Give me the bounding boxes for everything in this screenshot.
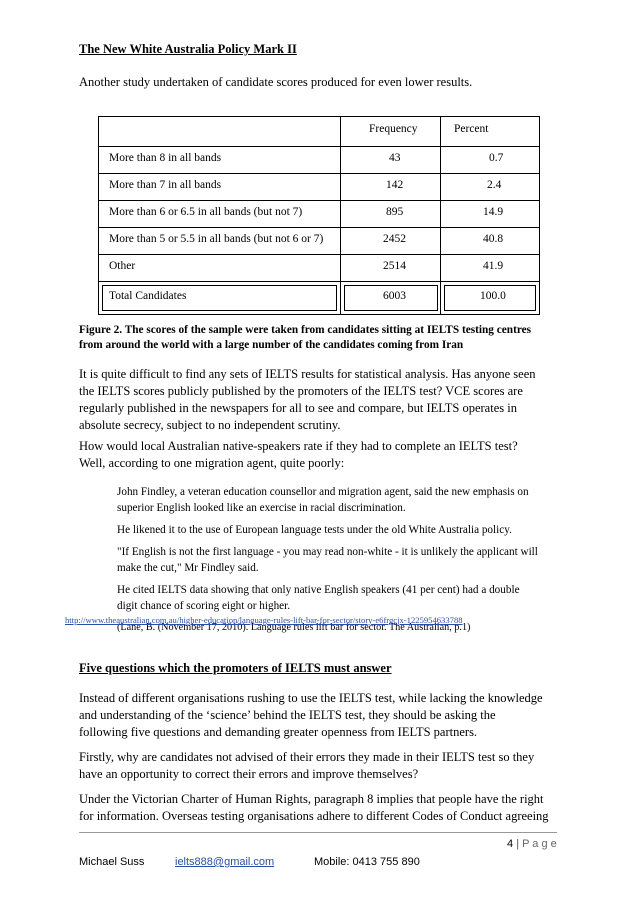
column-header-percent: Percent xyxy=(454,123,489,135)
column-header-frequency: Frequency xyxy=(369,123,418,135)
footer-email-link[interactable]: ielts888@gmail.com xyxy=(175,856,275,868)
quote-block: John Findley, a veteran education counsellor and migration agent, said the new emphasis on superior English looked like an exercise in racial discrimination. He likened it to the use of European language tests under the old White Australia policy. "If English is not the first language - you may read non-white - it is unlikely the applicant will make the cut," Mr Findley said. He cited IELTS data showing that only native English speakers (41 per cent) had a double digit chance of scoring eight or higher. (Lane, B. (November 17, 2010). Language rules lift bar for sector. The Australian, p.1) xyxy=(117,484,538,636)
row-frequency: 2514 xyxy=(383,260,406,272)
row-frequency: 2452 xyxy=(383,233,406,245)
citation: (Lane, B. (November 17, 2010). Language rules lift bar for sector. The Australian, p.1) xyxy=(117,622,471,633)
row-percent: 41.9 xyxy=(483,260,504,272)
footer-mobile: Mobile: 0413 755 890 xyxy=(314,856,420,868)
row-label: More than 7 in all bands xyxy=(109,179,222,191)
table-row xyxy=(99,173,539,201)
scores-table xyxy=(98,116,540,315)
row-frequency: 895 xyxy=(386,206,404,218)
table-row xyxy=(99,254,539,282)
row-percent: 2.4 xyxy=(487,179,502,191)
page-number: 4 | P a g e xyxy=(507,838,557,850)
source-link[interactable]: http://www.theaustralian.com.au/higher-education/language-rules-lift-bar-for-sector/story-e6frgcjx-1225954633788 xyxy=(65,615,463,625)
figure-caption: Figure 2. The scores of the sample were taken from candidates sitting at IELTS testing centres from around the world with a large number of the candidates coming from Iran xyxy=(79,324,532,351)
row-label: Total Candidates xyxy=(109,290,187,302)
paragraph-native-speakers: How would local Australian native-speakers rate if they had to complete an IELTS test? Well, according to one migration agent, quite poorly: xyxy=(79,439,518,470)
row-percent: 14.9 xyxy=(483,206,504,218)
table-row-total xyxy=(99,281,539,314)
row-frequency: 6003 xyxy=(383,290,406,302)
document-title: The New White Australia Policy Mark II xyxy=(79,42,297,56)
table-row xyxy=(99,200,539,228)
footer-divider xyxy=(79,832,557,833)
section-heading: Five questions which the promoters of IELTS must answer xyxy=(79,661,392,675)
row-frequency: 142 xyxy=(386,179,404,191)
paragraph-charter: Under the Victorian Charter of Human Rights, paragraph 8 implies that people have the right for information. Overseas testing organisations adhere to different Codes of Conduct agreeing xyxy=(79,792,549,823)
footer-author: Michael Suss xyxy=(79,856,145,868)
row-label: More than 8 in all bands xyxy=(109,152,222,164)
paragraph-organisations: Instead of different organisations rushing to use the IELTS test, while lacking the knowledge and understanding of the ‘science’ behind the IELTS test, they should be asking the following five questions and demanding greater openness from IELTS partners. xyxy=(79,691,543,739)
row-label: Other xyxy=(109,260,136,272)
intro-text: Another study undertaken of candidate scores produced for even lower results. xyxy=(79,75,473,89)
row-frequency: 43 xyxy=(389,152,401,164)
row-label: More than 5 or 5.5 in all bands (but not 6 or 7) xyxy=(109,233,324,245)
table-row xyxy=(99,227,539,255)
row-percent: 40.8 xyxy=(483,233,504,245)
row-percent: 100.0 xyxy=(480,290,506,302)
row-percent: 0.7 xyxy=(489,152,504,164)
paragraph-statistics: It is quite difficult to find any sets of IELTS results for statistical analysis. Has anyone seen the IELTS scores publicly published by the promoters of the IELTS test? VCE scores are regularly published in the newspapers for all to see and compare, but IELTS operates in absolute secrecy, subject to no independent scrutiny. xyxy=(79,367,536,432)
row-label: More than 6 or 6.5 in all bands (but not 7) xyxy=(109,206,303,218)
paragraph-firstly: Firstly, why are candidates not advised of their errors they made in their IELTS test so they have an opportunity to correct their errors and improve themselves? xyxy=(79,750,535,781)
table-row xyxy=(99,146,539,174)
